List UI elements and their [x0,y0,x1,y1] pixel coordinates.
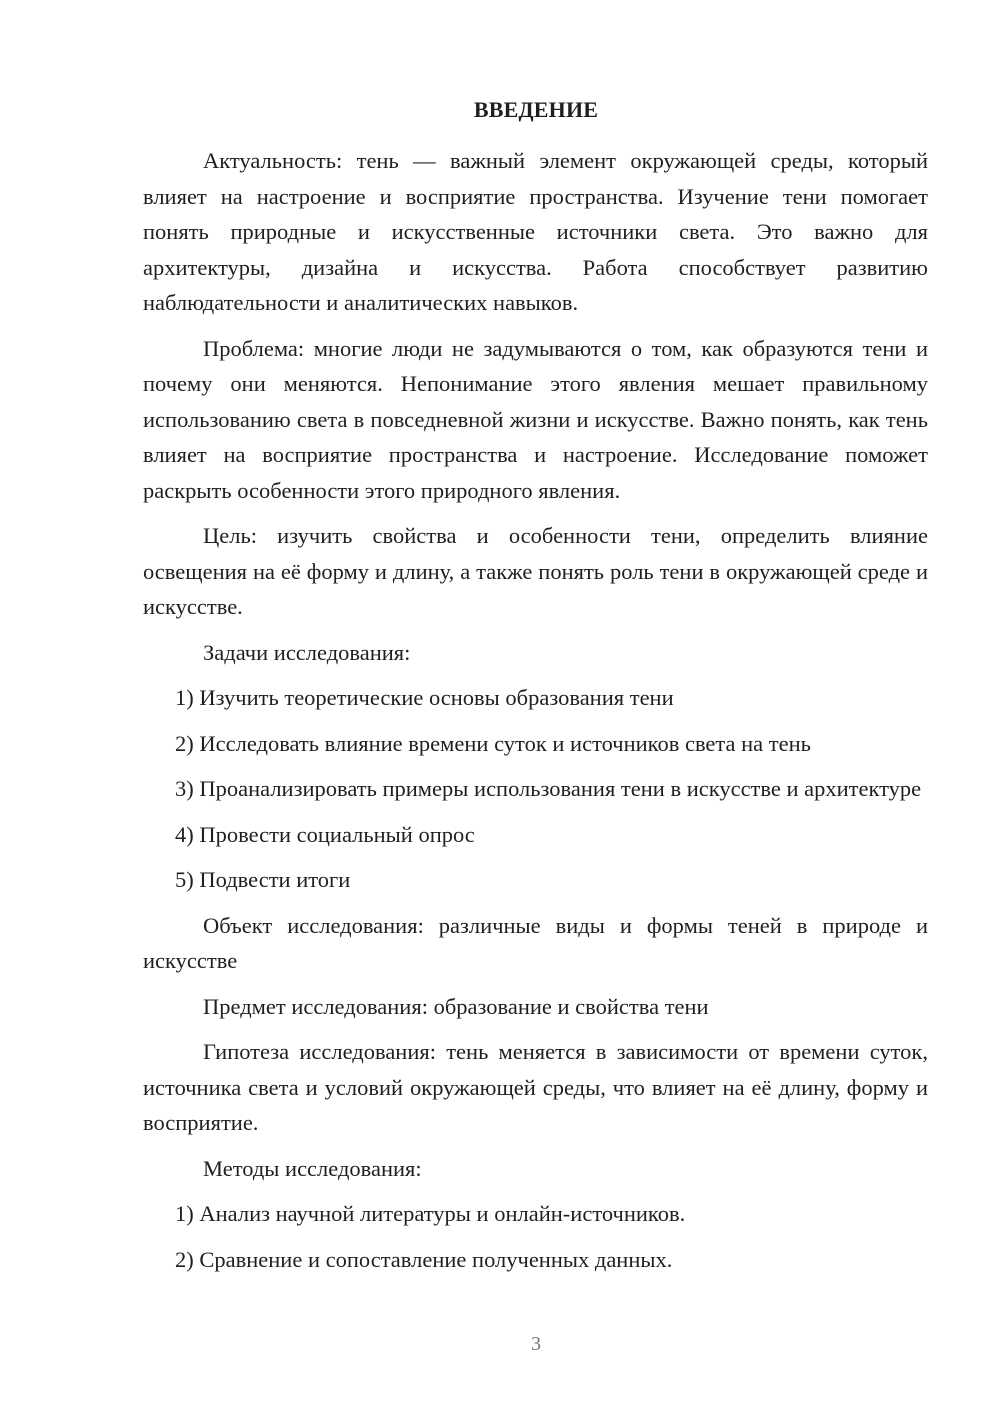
task-item: 1) Изучить теоретические основы образования тени [175,685,674,710]
task-item: 5) Подвести итоги [175,867,351,892]
subject-paragraph: Предмет исследования: образование и свойства тени [203,993,709,1019]
hypothesis-paragraph: Гипотеза исследования: тень меняется в зависимости от времени суток, источника света и условий окружающей среды, что влияет на её длину, форму и восприятие. [143,1039,928,1135]
task-item: 4) Провести социальный опрос [175,821,475,847]
methods-heading: Методы исследования: [203,1155,422,1181]
page-number: 3 [531,1333,541,1355]
task-item: 3) Проанализировать примеры использования тени в искусстве и архитектуре [175,776,922,801]
page-title: ВВЕДЕНИЕ [473,97,599,122]
tasks-heading: Задачи исследования: [203,639,411,665]
relevance-paragraph: Актуальность: тень — важный элемент окружающей среды, который влияет на настроение и восприятие пространства. Изучение тени помогает понять природные и искусственные источники света. Это важно для архитектуры, дизайна и искусства. Работа способствует развитию наблюдательности и аналитических навыков. [143,148,928,315]
problem-paragraph: Проблема: многие люди не задумываются о том, как образуются тени и почему они меняются. Непонимание этого явления мешает правильному использованию света в повседневной жизни и искусстве. Важно понять, как тень влияет на восприятие пространства и настроение. Исследование поможет раскрыть особенности этого природного явления. [143,335,928,503]
goal-paragraph: Цель: изучить свойства и особенности тени, определить влияние освещения на её форму и длину, а также понять роль тени в окружающей среде и искусстве. [143,523,928,619]
document-body [143,143,928,1287]
object-paragraph: Объект исследования: различные виды и формы теней в природе и искусстве [143,912,928,973]
task-item: 2) Исследовать влияние времени суток и источников света на тень [175,730,811,756]
method-item: 2) Сравнение и сопоставление полученных данных. [175,1246,673,1272]
method-item: 1) Анализ научной литературы и онлайн-источников. [175,1201,686,1226]
